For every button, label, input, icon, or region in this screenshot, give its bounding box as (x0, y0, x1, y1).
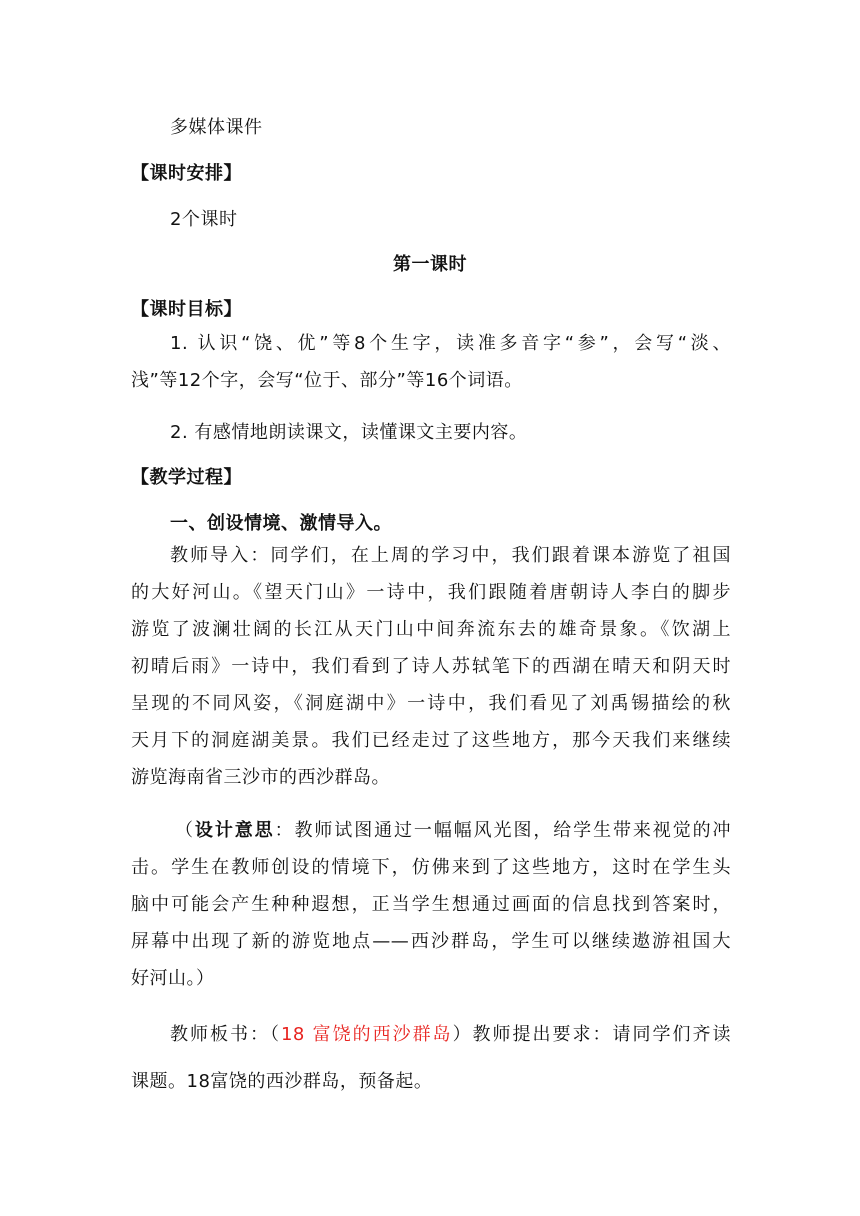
design-intent-line-1 (175, 820, 731, 842)
design-intent-line: 屏幕中出现了新的游览地点——西沙群岛，学生可以继续遨游祖国大 (131, 931, 731, 952)
intro-line: 天月下的洞庭湖美景。我们已经走过了这些地方，那今天我们来继续 (131, 730, 731, 751)
intro-line: 初晴后雨》一诗中，我们看到了诗人苏轼笔下的西湖在晴天和阴天时 (131, 656, 731, 677)
intro-line: 游览海南省三沙市的西沙群岛。 (131, 767, 390, 788)
lesson-title: 第一课时 (393, 254, 467, 275)
materials-text: 多媒体课件 (170, 117, 263, 138)
process-heading: 【教学过程】 (131, 467, 242, 488)
board-suffix: ）教师提出要求：请同学们齐读 (452, 1024, 731, 1045)
intro-line: 的大好河山。《望天门山》一诗中，我们跟随着唐朝诗人李白的脚步 (131, 582, 731, 603)
section-1-heading: 一、创设情境、激情导入。 (170, 513, 392, 534)
board-line-2: 课题。18富饶的西沙群岛，预备起。 (131, 1071, 433, 1092)
design-intent-line: 好河山。） (131, 968, 215, 989)
intro-line: 呈现的不同风姿，《洞庭湖中》一诗中，我们看见了刘禹锡描绘的秋 (131, 693, 731, 714)
goal-1-line-2: 浅”等12个字，会写“位于、部分”等16个词语。 (131, 370, 523, 391)
goals-heading: 【课时目标】 (131, 299, 242, 320)
design-intent-text: ：教师试图通过一幅幅风光图，给学生带来视觉的冲 (274, 820, 732, 841)
design-intent-label: 设计意思 (194, 820, 275, 841)
design-intent-open: （ (175, 820, 195, 841)
goal-2: 2. 有感情地朗读课文，读懂课文主要内容。 (170, 422, 528, 443)
intro-line: 教师导入：同学们，在上周的学习中，我们跟着课本游览了祖国 (170, 545, 731, 566)
board-prefix: 教师板书：（ (170, 1024, 281, 1045)
board-title: 18 富饶的西沙群岛 (280, 1024, 453, 1045)
design-intent-line: 脑中可能会产生种种遐想，正当学生想通过画面的信息找到答案时， (131, 894, 731, 915)
board-line-1 (170, 1024, 731, 1046)
schedule-value: 2个课时 (170, 209, 238, 230)
intro-line: 游览了波澜壮阔的长江从天门山中间奔流东去的雄奇景象。《饮湖上 (131, 619, 731, 640)
design-intent-line: 击。学生在教师创设的情境下，仿佛来到了这些地方，这时在学生头 (131, 857, 731, 878)
schedule-heading: 【课时安排】 (131, 163, 242, 184)
goal-1-line-1: 1. 认识“饶、优”等8个生字，读准多音字“参”，会写“淡、 (170, 333, 731, 354)
